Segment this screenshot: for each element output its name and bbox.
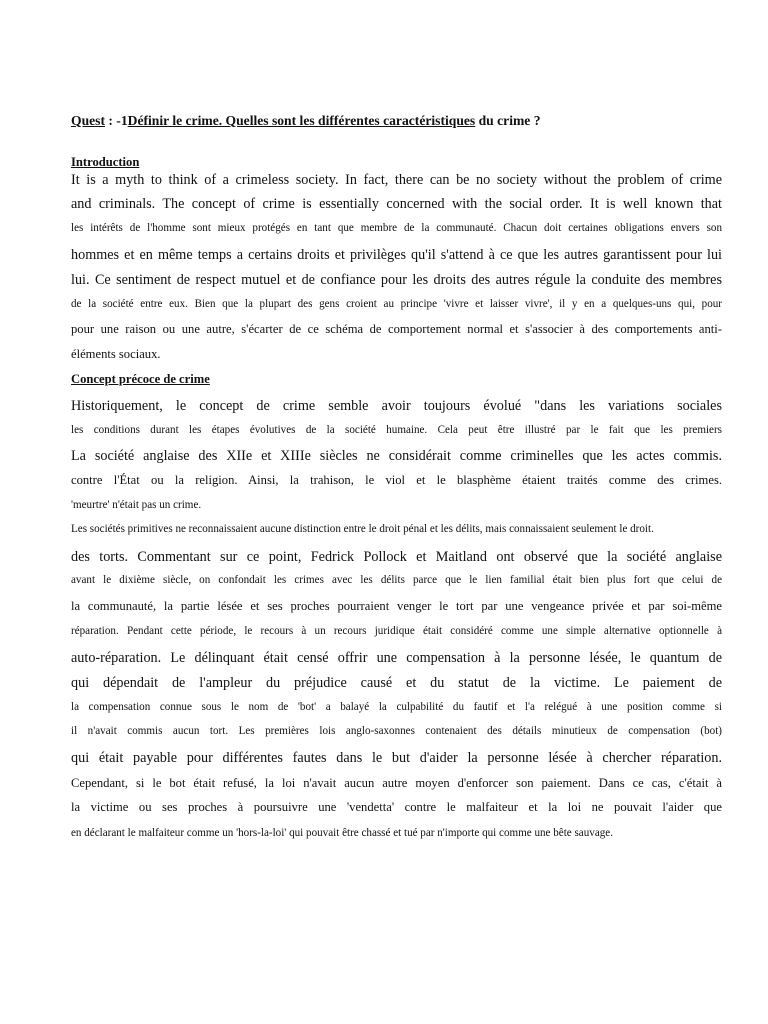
concept-line-16: Cependant, si le bot était refusé, la loi n'avait aucun autre moyen d'enforcer son paiement. Dans ce cas, c'était à — [71, 776, 722, 790]
concept-line-3: La société anglaise des XIIe et XIIIe siècles ne considérait comme criminelles que les actes commis. — [71, 448, 722, 464]
concept-line-2: les conditions durant les étapes évolutives de la société humaine. Cela peut être illustré par le fait que les premiers — [71, 424, 722, 436]
concept-line-14: il n'avait commis aucun tort. Les premières lois anglo-saxonnes contenaient des détails minutieux de compensation (bot) — [71, 725, 722, 737]
introduction-heading: Introduction — [71, 155, 140, 169]
intro-line-2: and criminals. The concept of crime is essentially concerned with the social order. It is well known that — [71, 196, 722, 212]
concept-line-4: contre l'État ou la religion. Ainsi, la trahison, le viol et le blasphème étaient traités comme des crimes. — [71, 473, 722, 487]
question-text: Définir le crime. Quelles sont les différentes caractéristiques — [127, 113, 476, 128]
concept-line-17: la victime ou ses proches à poursuivre une 'vendetta' contre le malfaiteur et la loi ne pouvait l'aider que — [71, 800, 722, 814]
concept-line-9: la communauté, la partie lésée et ses proches pourraient venger le tort par une vengeance privée et par soi-même — [71, 599, 722, 613]
concept-line-15: qui était payable pour différentes fautes dans le but d'aider la personne lésée à chercher réparation. — [71, 750, 722, 766]
concept-heading: Concept précoce de crime — [71, 372, 210, 386]
intro-line-3: les intérêts de l'homme sont mieux protégés en tant que membre de la communauté. Chacun doit certaines obligations envers son — [71, 222, 722, 234]
question-line — [71, 114, 722, 128]
intro-line-4: hommes et en même temps a certains droits et privilèges qu'il s'attend à ce que les autres garantissent pour lui — [71, 247, 722, 263]
concept-line-18: en déclarant le malfaiteur comme un 'hors-la-loi' qui pouvait être chassé et tué par n'importe qui comme une bête sauvage. — [71, 827, 613, 839]
question-label: Quest — [71, 113, 105, 128]
concept-line-1: Historiquement, le concept de crime semble avoir toujours évolué "dans les variations sociales — [71, 398, 722, 414]
question-separator: : -1 — [104, 113, 128, 128]
concept-line-11: auto-réparation. Le délinquant était censé offrir une compensation à la personne lésée, le quantum de — [71, 650, 722, 666]
intro-line-5: lui. Ce sentiment de respect mutuel et de confiance pour les droits des autres régule la conduite des membres — [71, 272, 722, 288]
concept-line-8: avant le dixième siècle, on confondait les crimes avec les délits parce que le lien familial était bien plus fort que celui de — [71, 574, 722, 586]
intro-line-1: It is a myth to think of a crimeless society. In fact, there can be no society without the problem of crime — [71, 172, 722, 188]
concept-line-12: qui dépendait de l'ampleur du préjudice causé et du statut de la victime. Le paiement de — [71, 675, 722, 691]
intro-line-6: de la société entre eux. Bien que la plupart des gens croient au principe 'vivre et laisser vivre', il y en a quelques-uns qui, pour — [71, 298, 722, 310]
intro-line-8: éléments sociaux. — [71, 347, 161, 361]
question-tail: du crime ? — [475, 113, 541, 128]
concept-line-6: Les sociétés primitives ne reconnaissaient aucune distinction entre le droit pénal et les délits, mais connaissaient seulement le droit. — [71, 523, 654, 535]
intro-line-7: pour une raison ou une autre, s'écarter de ce schéma de comportement normal et s'associer à des comportements anti- — [71, 322, 722, 336]
concept-line-5: 'meurtre' n'était pas un crime. — [71, 499, 202, 511]
concept-line-10: réparation. Pendant cette période, le recours à un recours juridique était considéré comme une simple alternative optionnelle à — [71, 625, 722, 637]
concept-line-13: la compensation connue sous le nom de 'bot' a balayé la culpabilité du fautif et l'a relégué à une position comme si — [71, 701, 722, 713]
concept-line-7: des torts. Commentant sur ce point, Fedrick Pollock et Maitland ont observé que la société anglaise — [71, 549, 722, 565]
